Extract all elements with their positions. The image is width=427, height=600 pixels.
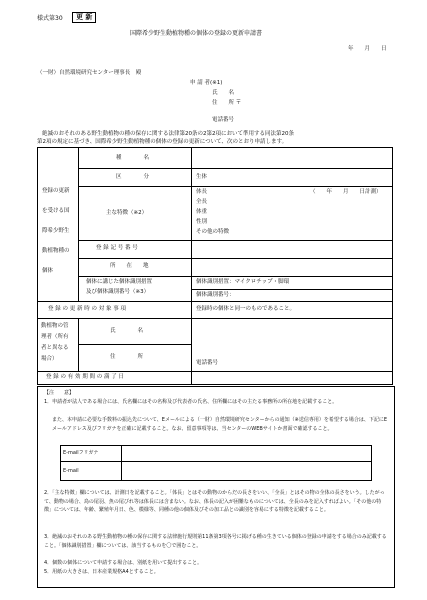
id-label-line: 及び個体識別番号（※3） [86,289,150,295]
reg-number-label: 登 録 記 号 番 号 [96,245,138,251]
note-3: 3．絶滅のおそれのある野生動植物の種の保存に関する法律施行規則第11条第3項各号に掲げる種の生きている個体の登録の申請をする場合のみ記載すること。「個体識別措置」欄については、該当するものを〇で囲むこと。 [44,534,387,549]
note-5: 5．用紙の大きさは、日本産業規格A4とすること。 [44,569,159,575]
table-divider [78,344,191,345]
left-header-line: 動植物種の [42,248,70,254]
left-header-line: 個体 [42,268,54,274]
manager-name-label: 氏 名 [110,328,144,334]
table-divider [191,289,392,290]
note-1: 1．申請者が法人である場合には、氏名欄にはその名称及び代表者の氏名、住所欄にはその主たる事務所の所在地を記載すること。 [44,399,338,405]
manager-label-line: 理者（所有 [41,334,69,340]
category-label: 区 分 [116,174,150,180]
target-label: 登 録 の 更 新 時 の 対 象 事 項 [48,306,126,312]
form-number: 様式第30 [37,15,63,22]
intro-line-1: 絶滅のおそれのある野生動植物の種の保存に関する法律第20条の2第2項において準用する同法第20条 [42,131,294,137]
table-divider [38,318,392,319]
email-furigana-input[interactable] [123,448,369,459]
notes-section [37,386,395,588]
date-line: 年 月 日 [348,46,387,52]
id-measure: 個体識別措置：マイクロチップ・脚環 [196,279,290,285]
manager-phone-label: 電話番号 [196,360,219,366]
id-label-line: 個体に講じた個体識別措置 [86,279,153,285]
features-item: 体重 [196,209,208,215]
addressee: （一財）自然環境研究センター理事長 殿 [37,70,142,76]
table-divider [121,446,122,480]
note-2: 2．「主な特徴」欄については、計測日を記載すること。「体長」とはその動物のからだの長さをいい、「全長」とはその物の全体の長さをいう。したがって、動物の場合、鳥の尾羽、魚の尾びれ等は体長には含まない。なお、体長の記入が困難なものについては、全長のみを記入すればよい。「その他の特徴」については、年齢、繁殖年月日、色、模様等、同種の他の個体及びその加工品との識別を容易にする特徴を記載すること。 [44,490,385,513]
table-divider [191,148,192,384]
applicant-name-label: 氏 名 [212,90,235,96]
table-divider [78,186,392,187]
left-header-line: 登録の更新 [42,188,70,194]
features-label: 主な特徴（※2） [106,210,148,216]
table-divider [61,461,371,462]
left-header-line: を受ける国 [42,208,70,214]
manager-label-line: 者と異なる [41,345,69,351]
location-label: 所 在 地 [110,263,149,269]
email-input[interactable] [123,464,369,478]
table-divider [78,258,392,259]
applicant-phone-label: 電話番号 [212,117,235,123]
features-item: 性別 [196,219,208,225]
manager-address-label: 住 所 [110,354,144,360]
note-4: 4．個数の個体について申請する場合は、別紙を用いて提出すること。 [44,560,203,566]
target-value: 登録時の個体と同一のものであること。 [196,306,296,312]
measure-date-label: （ 年 月 日計測） [310,189,382,195]
expiry-label: 登 録 の 有 効 期 間 の 満 了 日 [46,374,124,380]
table-divider [78,168,392,169]
email-label: E-mail [63,468,79,474]
features-item: 体長 [196,189,208,195]
left-header-line: 際希少野生 [42,228,70,234]
notes-heading: 【注 意】 [44,390,75,396]
email-furigana-label: E-mailフリガナ [63,450,99,456]
table-divider [78,240,392,241]
applicant-heading: 申 請 者(※1) [190,80,223,86]
email-box [60,445,372,481]
application-form-table [37,147,393,385]
intro-line-2: 第2項の規定に基づき、国際希少野生動植物種の個体の登録の更新について、次のとおり申請します。 [37,139,288,145]
category-value: 生体 [196,174,208,180]
note-1b: また、本申請に必要な手数料の振込先について、Eメールによる（一財）自然環境研究センターからの通知（※送信専用）を希望する場合は、下記にEメールアドレス及びフリガナを正確に記載すること。なお、留意事項等は、当センターのWEBサイトか書面で確認すること。 [52,417,388,432]
table-divider [78,148,79,301]
species-label: 種 名 [116,155,150,161]
id-number: 個体識別番号： [196,292,235,298]
page-title: 国際希少野生動植物種の個体の登録の更新申請書 [130,30,263,37]
features-item: その他の特徴 [196,229,230,235]
table-divider [38,301,392,302]
table-divider [78,276,392,277]
table-divider [38,371,392,372]
manager-label-line: 動植物の管 [41,323,69,329]
manager-label-line: 場合） [41,356,58,362]
applicant-address-label: 住 所 〒 [212,100,242,106]
form-type-badge: 更 新 [72,12,96,23]
features-item: 全長 [196,199,208,205]
